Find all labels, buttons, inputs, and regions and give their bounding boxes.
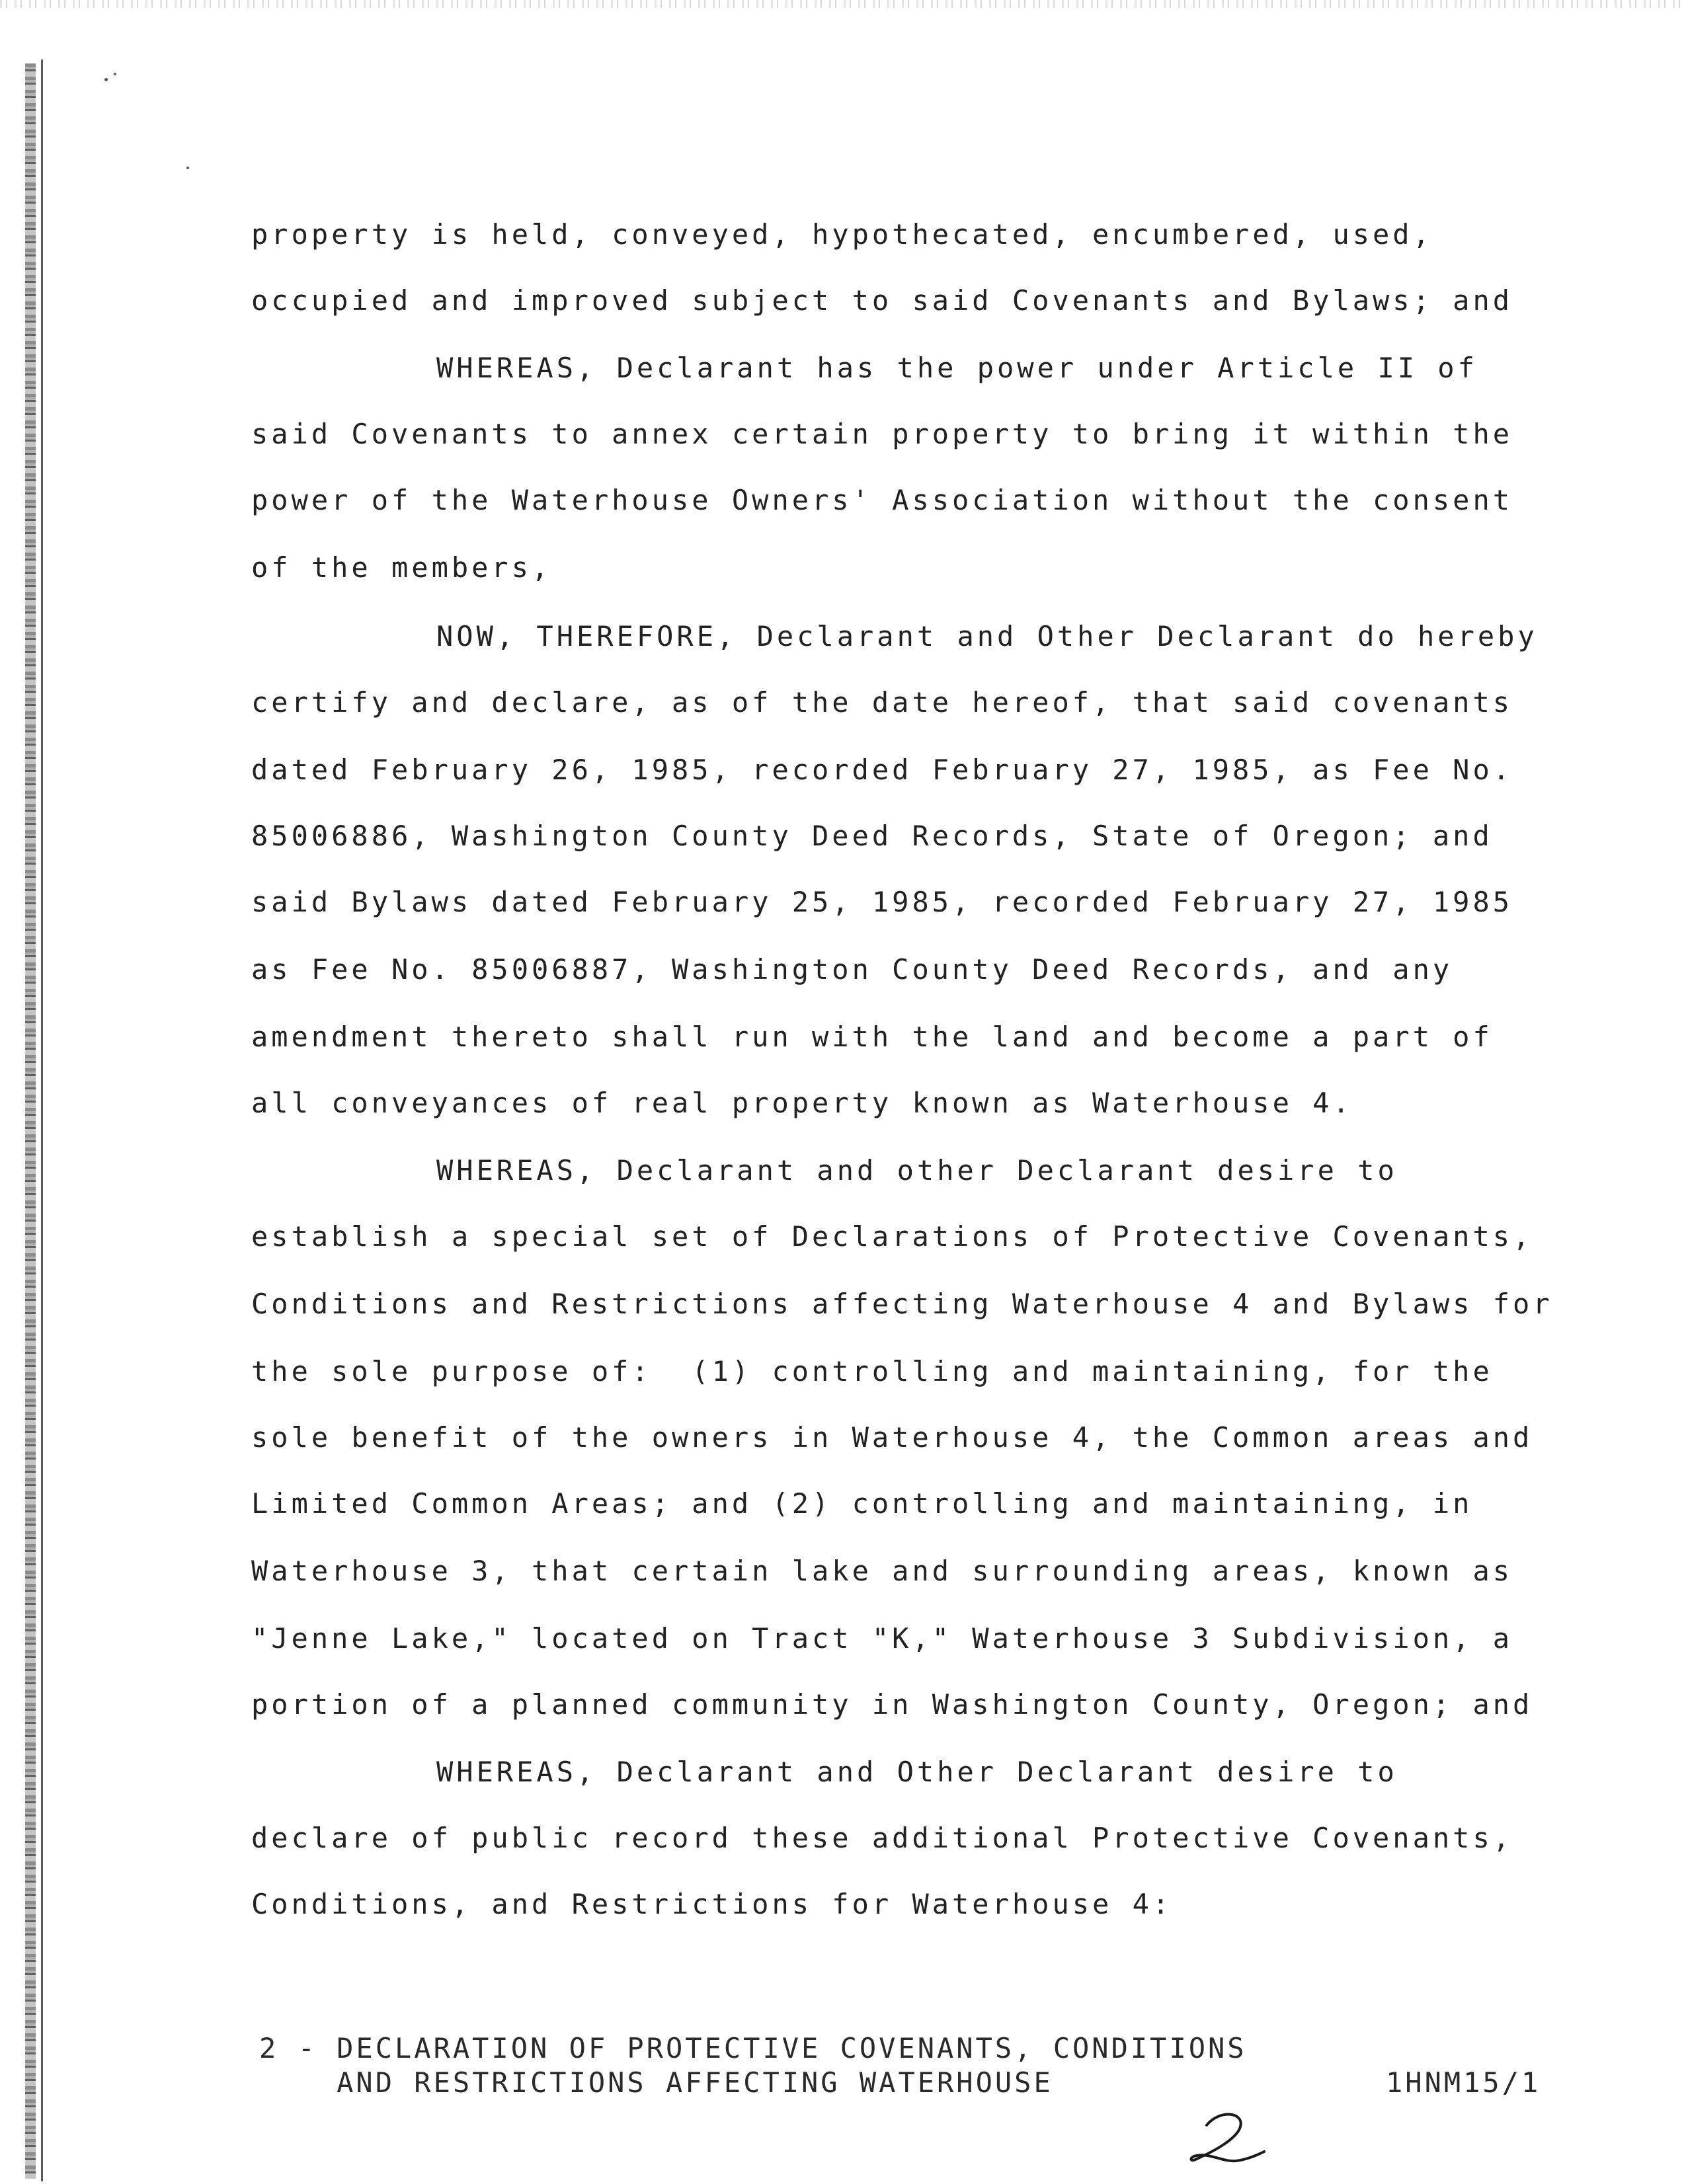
body-line: "Jenne Lake," located on Tract "K," Waterhouse 3 Subdivision, a xyxy=(251,1622,1513,1655)
body-line: said Covenants to annex certain property to bring it within the xyxy=(251,418,1513,450)
body-line: occupied and improved subject to said Covenants and Bylaws; and xyxy=(251,284,1513,317)
body-line: Waterhouse 3, that certain lake and surrounding areas, known as xyxy=(251,1555,1513,1587)
body-line: WHEREAS, Declarant has the power under Article II of xyxy=(436,352,1478,384)
body-line: dated February 26, 1985, recorded February 27, 1985, as Fee No. xyxy=(251,754,1513,786)
body-line: 85006886, Washington County Deed Records, State of Oregon; and xyxy=(251,820,1493,852)
body-line: Limited Common Areas; and (2) controlling and maintaining, in xyxy=(251,1487,1473,1520)
body-line: NOW, THEREFORE, Declarant and Other Declarant do hereby xyxy=(436,620,1538,652)
body-line: amendment thereto shall run with the land and become a part of xyxy=(251,1021,1493,1053)
body-line: Conditions, and Restrictions for Waterhouse 4: xyxy=(251,1888,1173,1920)
body-line: power of the Waterhouse Owners' Association without the consent xyxy=(251,484,1513,516)
body-line: certify and declare, as of the date hereof, that said covenants xyxy=(251,686,1513,719)
body-line: portion of a planned community in Washington County, Oregon; and xyxy=(251,1688,1533,1721)
body-line: all conveyances of real property known as Waterhouse 4. xyxy=(251,1087,1353,1119)
body-line: establish a special set of Declarations of Protective Covenants, xyxy=(251,1220,1533,1253)
document-code: 1HNM15/1 xyxy=(1386,2066,1541,2099)
footer-title-line-1: 2 - DECLARATION OF PROTECTIVE COVENANTS, CONDITIONS xyxy=(259,2032,1247,2064)
body-line: property is held, conveyed, hypothecated, encumbered, used, xyxy=(251,218,1433,251)
body-line: the sole purpose of: (1) controlling and maintaining, for the xyxy=(251,1355,1493,1387)
body-line: sole benefit of the owners in Waterhouse 4, the Common areas and xyxy=(251,1421,1533,1454)
body-line: WHEREAS, Declarant and Other Declarant desire to xyxy=(436,1756,1398,1788)
body-line: of the members, xyxy=(251,551,552,584)
body-line: WHEREAS, Declarant and other Declarant desire to xyxy=(436,1154,1398,1187)
handwritten-page-number xyxy=(1184,2105,1276,2171)
footer-title-line-2: AND RESTRICTIONS AFFECTING WATERHOUSE xyxy=(259,2066,1053,2099)
body-line: as Fee No. 85006887, Washington County Deed Records, and any xyxy=(251,953,1453,986)
body-line: said Bylaws dated February 25, 1985, recorded February 27, 1985 xyxy=(251,886,1513,918)
body-line: declare of public record these additional Protective Covenants, xyxy=(251,1822,1513,1854)
body-line: Conditions and Restrictions affecting Waterhouse 4 and Bylaws for xyxy=(251,1288,1553,1320)
